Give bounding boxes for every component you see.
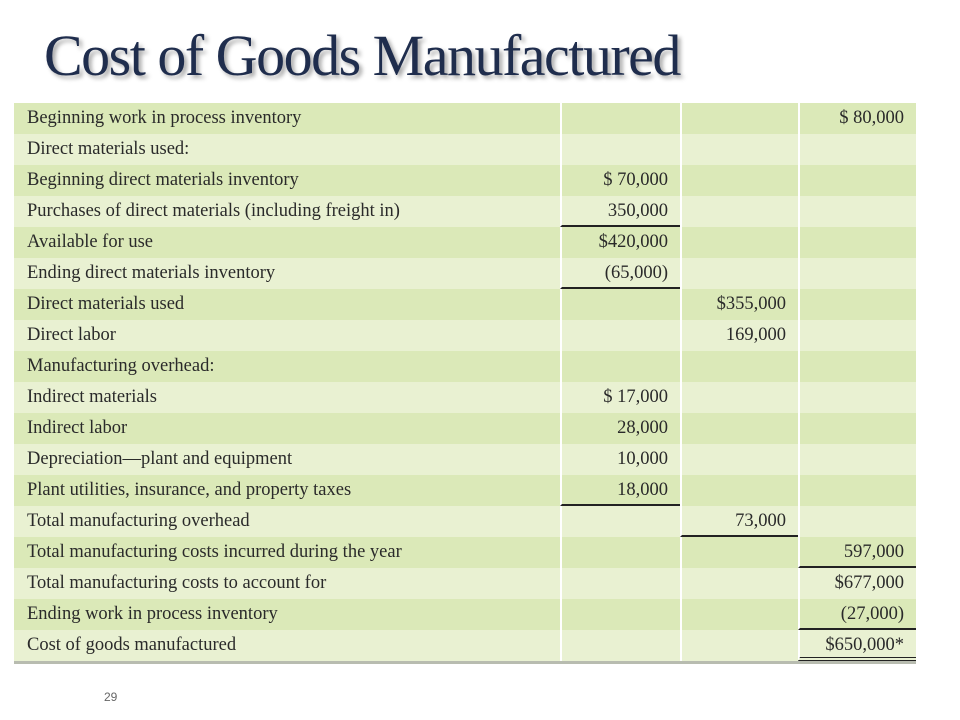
col2-value	[680, 351, 798, 382]
col3-value	[798, 444, 916, 475]
col1-value: 350,000	[560, 196, 680, 227]
col2-value	[680, 599, 798, 630]
col2-value	[680, 630, 798, 661]
col2-value	[680, 165, 798, 196]
col2-value: $355,000	[680, 289, 798, 320]
col1-value: $420,000	[560, 227, 680, 258]
col1-value	[560, 134, 680, 165]
col3-value	[798, 196, 916, 227]
col1-value	[560, 103, 680, 134]
col1-value	[560, 320, 680, 351]
col1-value	[560, 351, 680, 382]
col3-value	[798, 413, 916, 444]
row-label: Beginning direct materials inventory	[27, 170, 299, 190]
col2-value	[680, 258, 798, 289]
table-row	[14, 227, 916, 258]
row-label: Plant utilities, insurance, and property taxes	[27, 480, 352, 500]
row-label: Direct labor	[27, 325, 116, 345]
row-label: Direct materials used	[27, 294, 185, 314]
row-label: Beginning work in process inventory	[27, 108, 302, 128]
row-label: Direct materials used:	[27, 139, 190, 159]
col1-value: 28,000	[560, 413, 680, 444]
col3-value: $650,000*	[798, 630, 916, 661]
col1-value	[560, 537, 680, 568]
row-label: Manufacturing overhead:	[27, 356, 215, 376]
col2-value	[680, 382, 798, 413]
col2-value	[680, 196, 798, 227]
col3-value	[798, 475, 916, 506]
row-label: Total manufacturing overhead	[27, 511, 250, 531]
row-label: Total manufacturing costs to account for	[27, 573, 327, 593]
table-row	[14, 134, 916, 165]
row-label: Available for use	[27, 232, 154, 252]
col3-value	[798, 289, 916, 320]
table-row	[14, 599, 916, 630]
col1-value: 18,000	[560, 475, 680, 506]
col3-value	[798, 227, 916, 258]
table-row	[14, 630, 916, 661]
col3-value	[798, 320, 916, 351]
slide-title: Cost of Goods Manufactured	[44, 23, 680, 88]
cogm-schedule-table	[14, 103, 916, 664]
col2-value	[680, 568, 798, 599]
col3-value: 597,000	[798, 537, 916, 568]
col1-value	[560, 289, 680, 320]
table-row	[14, 537, 916, 568]
col1-value: $ 17,000	[560, 382, 680, 413]
row-label: Indirect materials	[27, 387, 157, 407]
col3-value	[798, 506, 916, 537]
table-row	[14, 475, 916, 506]
table-row	[14, 506, 916, 537]
col1-value	[560, 506, 680, 537]
table-row	[14, 103, 916, 134]
table-row	[14, 165, 916, 196]
row-label: Total manufacturing costs incurred during the year	[27, 542, 402, 562]
col3-value	[798, 351, 916, 382]
col3-value	[798, 382, 916, 413]
col2-value	[680, 227, 798, 258]
col1-value: 10,000	[560, 444, 680, 475]
col2-value	[680, 413, 798, 444]
table-row	[14, 351, 916, 382]
table-row	[14, 196, 916, 227]
table-row	[14, 320, 916, 351]
col3-value	[798, 134, 916, 165]
col1-value	[560, 599, 680, 630]
col3-value: (27,000)	[798, 599, 916, 630]
col3-value: $ 80,000	[798, 103, 916, 134]
col2-value	[680, 475, 798, 506]
row-label: Cost of goods manufactured	[27, 635, 237, 655]
col3-value: $677,000	[798, 568, 916, 599]
col1-value	[560, 568, 680, 599]
row-label: Ending direct materials inventory	[27, 263, 276, 283]
col3-value	[798, 165, 916, 196]
row-label: Indirect labor	[27, 418, 128, 438]
page-number: 29	[104, 690, 118, 704]
row-label: Depreciation—plant and equipment	[27, 449, 293, 469]
col1-value: (65,000)	[560, 258, 680, 289]
row-label: Purchases of direct materials (including freight in)	[27, 201, 400, 221]
table-row	[14, 444, 916, 475]
table-row	[14, 258, 916, 289]
col2-value: 73,000	[680, 506, 798, 537]
table-row	[14, 413, 916, 444]
col1-value: $ 70,000	[560, 165, 680, 196]
col2-value	[680, 103, 798, 134]
table-row	[14, 568, 916, 599]
col2-value	[680, 134, 798, 165]
col2-value: 169,000	[680, 320, 798, 351]
col2-value	[680, 537, 798, 568]
col2-value	[680, 444, 798, 475]
table-row	[14, 289, 916, 320]
col3-value	[798, 258, 916, 289]
row-label: Ending work in process inventory	[27, 604, 278, 624]
table-row	[14, 382, 916, 413]
col1-value	[560, 630, 680, 661]
